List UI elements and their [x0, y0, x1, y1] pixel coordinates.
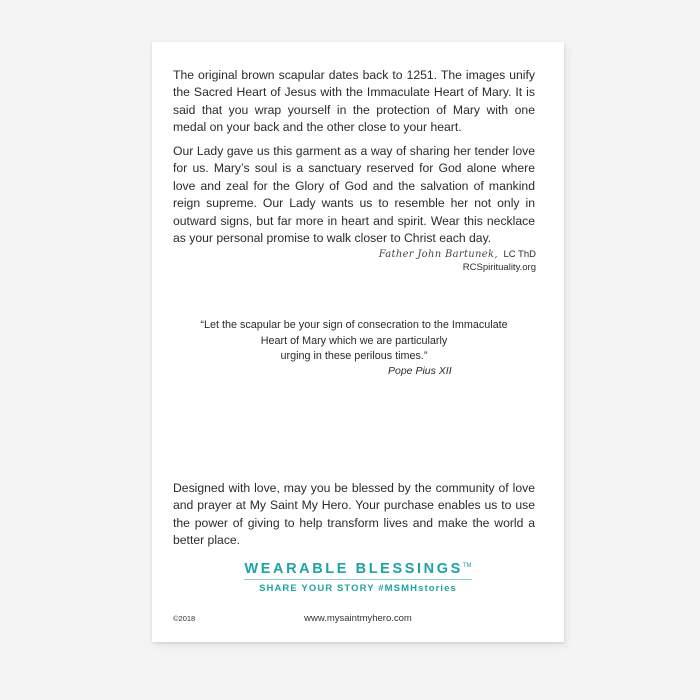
signature-block	[379, 248, 536, 274]
quote-line-3: urging in these perilous times.”	[280, 350, 428, 362]
trademark-mark: TM	[462, 563, 472, 570]
quote-line-1: “Let the scapular be your sign of consecration to the Immaculate	[200, 319, 508, 331]
handwritten-signature: Father John Bartunek,	[378, 249, 498, 260]
brand-logo	[152, 560, 564, 594]
brand-title	[244, 561, 471, 580]
source-site: RCSpirituality.org	[462, 262, 536, 273]
brand-tagline: SHARE YOUR STORY #MSMHstories	[259, 583, 457, 594]
history-paragraph: The original brown scapular dates back to 1251. The images unify the Sacred Heart of Jesus with the Immaculate Heart of Mary. It is said that you wrap yourself in the protection of Mary with one medal on your back and the other close to your heart.	[173, 68, 535, 135]
mission-paragraph: Designed with love, may you be blessed by the community of love and prayer at My Saint My Hero. Your purchase enables us to use the power of giving to help transform lives and make the world a better place.	[173, 481, 535, 548]
brand-title-text: WEARABLE BLESSINGS	[244, 561, 463, 577]
quote-line-2: Heart of Mary which we are particularly	[260, 334, 448, 347]
author-credential: LC ThD	[503, 249, 536, 260]
website-link[interactable]: www.mysaintmyhero.com	[304, 613, 412, 624]
pope-quote	[180, 318, 528, 365]
card	[152, 42, 564, 642]
quote-author: Pope Pius XII	[388, 365, 452, 377]
meaning-paragraph: Our Lady gave us this garment as a way of sharing her tender love for us. Mary’s soul is a sanctuary reserved for God alone where love and zeal for the Glory of God and the salvation of mankind reign supreme. Our Lady wants us to resemble her not only in outward signs, but far more in heart and spirit. Wear this necklace as your personal promise to walk closer to Christ each day.	[173, 144, 535, 246]
copyright: ©2018	[173, 614, 196, 623]
